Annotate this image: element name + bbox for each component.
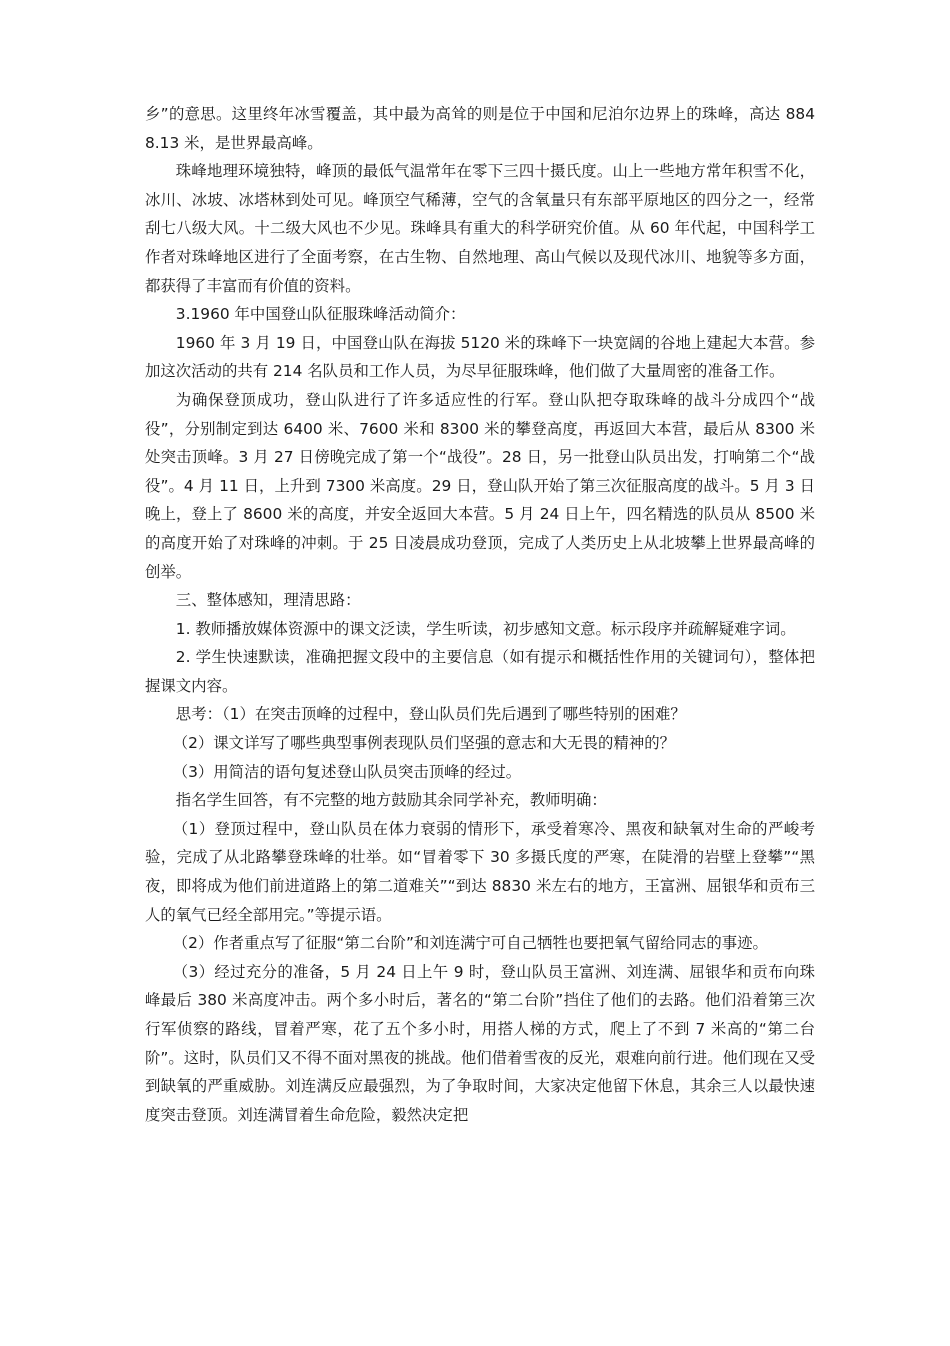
paragraph-3-heading: 3.1960 年中国登山队征服珠峰活动简介：: [175, 305, 466, 324]
question-3: （3）用简洁的语句复述登山队员突击顶峰的经过。: [172, 762, 522, 781]
question-1: 思考：（1）在突击顶峰的过程中，登山队员们先后遇到了哪些特别的困难？: [175, 705, 686, 724]
paragraph-8: 2. 学生快速默读，准确把握文段中的主要信息（如有提示和概括性作用的关键词句），整体把握课文内容。: [145, 648, 815, 695]
paragraph-1: 乡”的意思。这里终年冰雪覆盖，其中最为高耸的则是位于中国和尼泊尔边界上的珠峰，高达 8848.13 米，是世界最高峰。: [145, 105, 815, 152]
answer-1: （1）登顶过程中，登山队员在体力衰弱的情形下，承受着寒冷、黑夜和缺氧对生命的严峻考验，完成了从北路攀登珠峰的壮举。如“冒着零下 30 多摄氏度的严寒，在陡滑的岩壁上登攀”“黑夜，即将成为他们前进道路上的第二道难关”“到达 8830 米左右的地方，王富洲、屈银华和贡布三人的氧气已经全部用完。”等提示语。: [145, 819, 815, 924]
answer-3: （3）经过充分的准备，5 月 24 日上午 9 时，登山队员王富洲、刘连满、屈银华和贡布向珠峰最后 380 米高度冲击。两个多小时后，著名的“第二台阶”挡住了他们的去路。他们沿着第三次行军侦察的路线，冒着严寒，花了五个多小时，用搭人梯的方式，爬上了不到 7 米高的“第二台阶”。这时，队员们又不得不面对黑夜的挑战。他们借着雪夜的反光，艰难向前行进。他们现在又受到缺氧的严重威胁。刘连满反应最强烈，为了争取时间，大家决定他留下休息，其余三人以最快速度突击登顶。刘连满冒着生命危险，毅然决定把: [145, 962, 815, 1124]
paragraph-5: 为确保登顶成功，登山队进行了许多适应性的行军。登山队把夺取珠峰的战斗分成四个“战役”，分别制定到达 6400 米、7600 米和 8300 米的攀登高度，再返回大本营，最后从 8300 米处突击顶峰。3 月 27 日傍晚完成了第一个“战役”。28 日，另一批登山队员出发，打响第二个“战役”。4 月 11 日，上升到 7300 米高度。29 日，登山队开始了第三次征服高度的战斗。5 月 3 日晚上，登上了 8600 米的高度，并安全返回大本营。5 月 24 日上午，四名精选的队员从 8500 米的高度开始了对珠峰的冲刺。于 25 日凌晨成功登顶，完成了人类历史上从北坡攀上世界最高峰的创举。: [145, 390, 815, 581]
paragraph-2: 珠峰地理环境独特，峰顶的最低气温常年在零下三四十摄氏度。山上一些地方常年积雪不化，冰川、冰坡、冰塔林到处可见。峰顶空气稀薄，空气的含氧量只有东部平原地区的四分之一，经常刮七八级大风。十二级大风也不少见。珠峰具有重大的科学研究价值。从 60 年代起，中国科学工作者对珠峰地区进行了全面考察，在古生物、自然地理、高山气候以及现代冰川、地貌等多方面，都获得了丰富而有价值的资料。: [145, 162, 815, 295]
paragraph-4: 1960 年 3 月 19 日，中国登山队在海拔 5120 米的珠峰下一块宽阔的谷地上建起大本营。参加这次活动的共有 214 名队员和工作人员，为尽早征服珠峰，他们做了大量周密的准备工作。: [145, 333, 815, 381]
question-2: （2）课文详写了哪些典型事例表现队员们坚强的意志和大无畏的精神的？: [172, 734, 676, 753]
answer-2: （2）作者重点写了征服“第二台阶”和刘连满宁可自己牺牲也要把氧气留给同志的事迹。: [172, 934, 768, 953]
paragraph-7: 1. 教师播放媒体资源中的课文泛读，学生听读，初步感知文意。标示段序并疏解疑难字词。: [175, 619, 796, 638]
section-heading-3: 三、整体感知，理清思路：: [175, 591, 361, 610]
paragraph-12: 指名学生回答，有不完整的地方鼓励其余同学补充，教师明确：: [175, 791, 607, 810]
document-body: [145, 100, 815, 1129]
